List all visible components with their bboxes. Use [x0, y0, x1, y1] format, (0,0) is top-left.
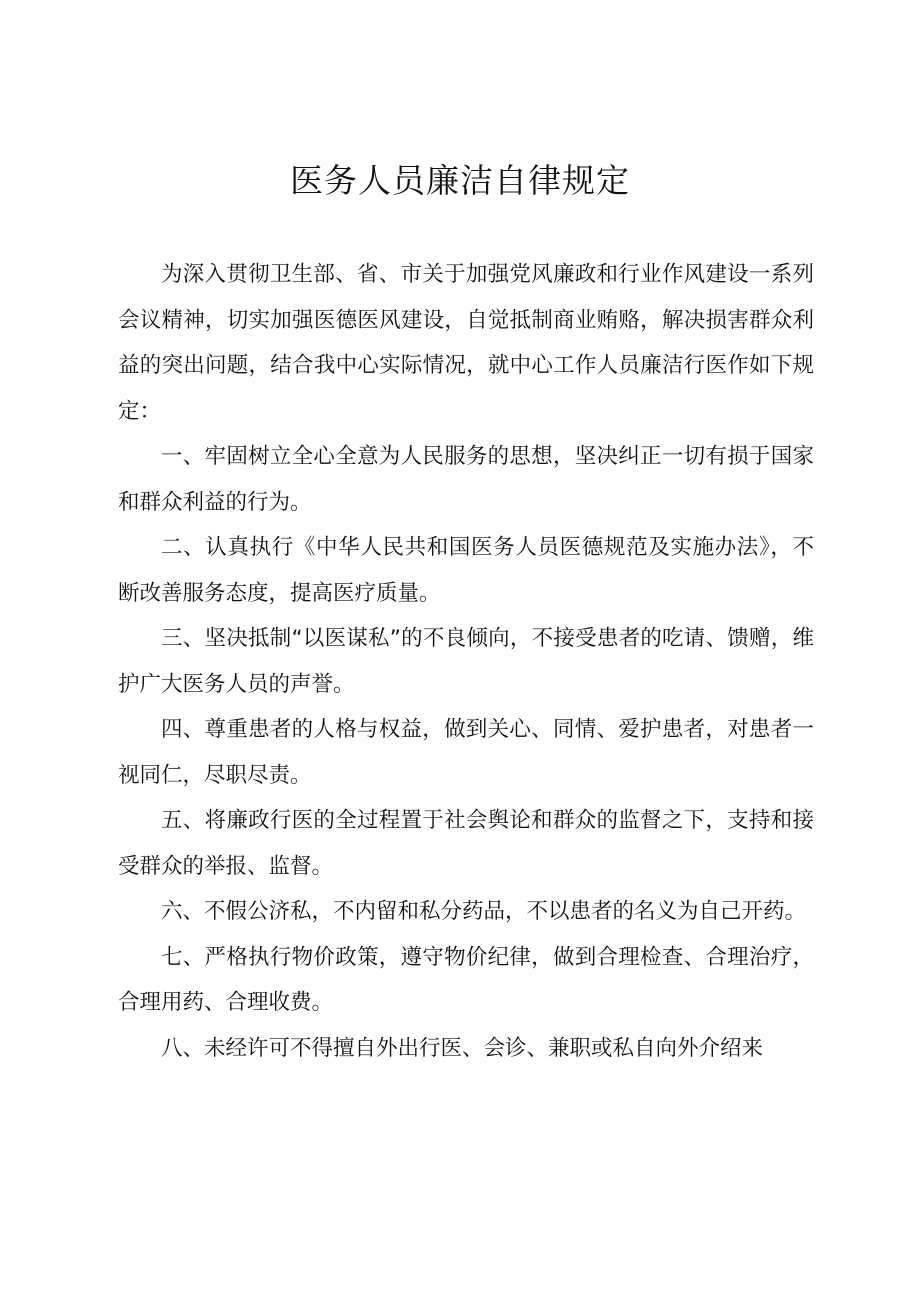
intro-paragraph: 为深入贯彻卫生部、省、市关于加强党风廉政和行业作风建设一系列会议精神，切实加强医德医风建设，自觉抵制商业贿赂，解决损害群众利益的突出问题，结合我中心实际情况，就中心工作人员廉洁行医作如下规定： [118, 262, 814, 424]
rule-paragraph-4: 四、尊重患者的人格与权益，做到关心、同情、爱护患者，对患者一视同仁，尽职尽责。 [118, 717, 814, 788]
rule-paragraph-8: 八、未经许可不得擅自外出行医、会诊、兼职或私自向外介绍来 [161, 1035, 764, 1061]
document-body [118, 252, 814, 1071]
rule-paragraph-7: 七、严格执行物价政策，遵守物价纪律，做到合理检查、合理治疗，合理用药、合理收费。 [118, 944, 814, 1015]
rule-paragraph-5: 五、将廉政行医的全过程置于社会舆论和群众的监督之下，支持和接受群众的举报、监督。 [118, 808, 814, 879]
rule-paragraph-2: 二、认真执行《中华人民共和国医务人员医德规范及实施办法》，不断改善服务态度，提高医疗质量。 [118, 535, 814, 606]
rule-paragraph-3: 三、坚决抵制“以医谋私”的不良倾向，不接受患者的吃请、馈赠，维护广大医务人员的声誉。 [118, 626, 814, 697]
rule-paragraph-6: 六、不假公济私，不内留和私分药品，不以患者的名义为自己开药。 [161, 899, 807, 924]
document-title: 医务人员廉洁自律规定 [290, 161, 630, 200]
rule-paragraph-1: 一、牢固树立全心全意为人民服务的思想，坚决纠正一切有损于国家和群众利益的行为。 [118, 444, 814, 515]
